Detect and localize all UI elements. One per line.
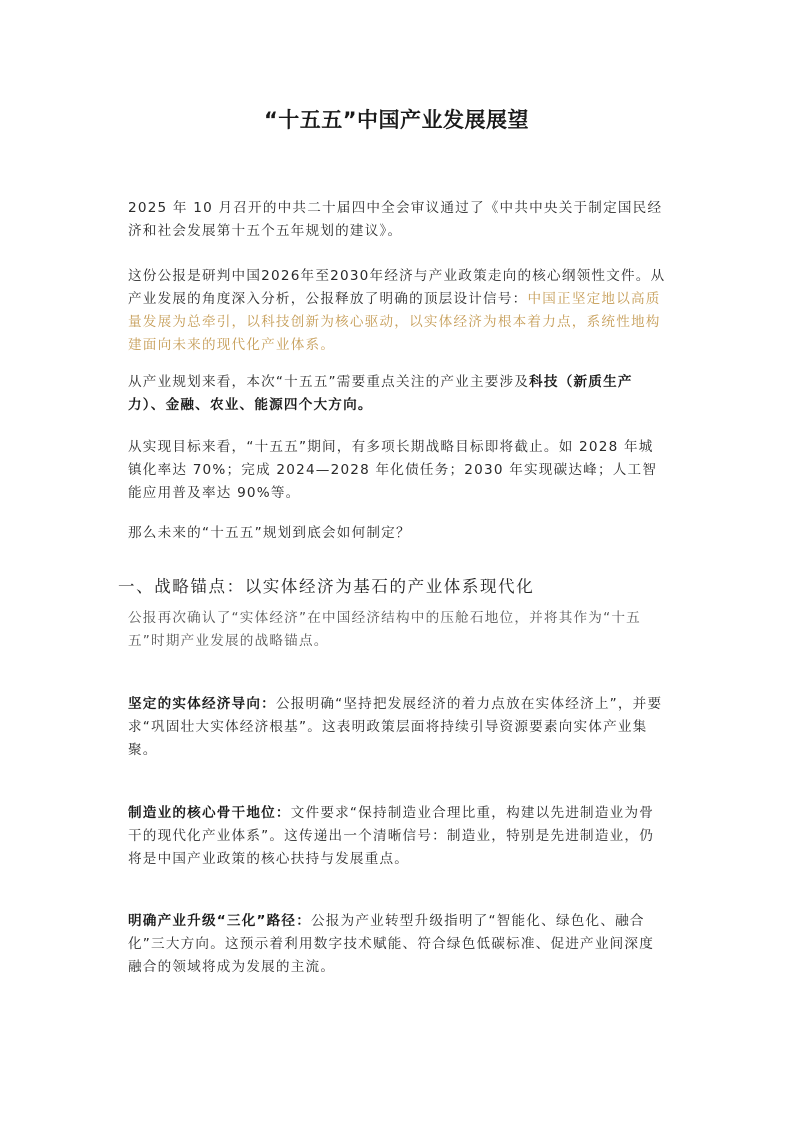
paragraph-targets: 从实现目标来看，“十五五”期间，有多项长期战略目标即将截止。如 2028 年城镇化率达 70%；完成 2024—2028 年化债任务；2030 年实现碳达峰；人工智能应用普及率达 90%等。 <box>128 439 658 501</box>
section-item-2-text: 文件要求“保持制造业合理比重，构建以先进制造业为骨干的现代化产业体系”。这传递出一个清晰信号：制造业，特别是先进制造业，仍将是中国产业政策的核心扶持与发展重点。 <box>128 805 655 867</box>
section-item-1-label: 坚定的实体经济导向： <box>128 696 276 712</box>
section-item-2 <box>128 802 668 871</box>
section-heading: 一、战略锚点：以实体经济为基石的产业体系现代化 <box>118 577 535 596</box>
section-item-1 <box>128 693 668 762</box>
paragraph-bulletin-highlight: 中国正坚定地以高质量发展为总牵引，以科技创新为核心驱动，以实体经济为根本着力点，系统性地构建面向未来的现代化产业体系。 <box>128 291 661 353</box>
section-intro: 公报再次确认了“实体经济”在中国经济结构中的压舱石地位，并将其作为“十五五”时期产业发展的战略锚点。 <box>128 610 641 649</box>
paragraph-bulletin <box>128 265 668 357</box>
paragraph-bulletin-text: 这份公报是研判中国2026年至2030年经济与产业政策走向的核心纲领性文件。从产业发展的角度深入分析，公报释放了明确的顶层设计信号： <box>128 268 666 307</box>
section-item-3-label: 明确产业升级“三化”路径： <box>128 913 311 929</box>
paragraph-intro: 2025 年 10 月召开的中共二十届四中全会审议通过了《中共中央关于制定国民经济和社会发展第十五个五年规划的建议》。 <box>128 200 663 239</box>
paragraph-industry-focus-bold: 科技（新质生产力）、金融、农业、能源四个大方向。 <box>128 374 633 413</box>
section-item-3 <box>128 910 668 979</box>
section-item-3-text: 公报为产业转型升级指明了“智能化、绿色化、融合化”三大方向。这预示着利用数字技术赋能、符合绿色低碳标准、促进产业间深度融合的领域将成为发展的主流。 <box>128 913 655 975</box>
paragraph-question: 那么未来的“十五五”规划到底会如何制定？ <box>128 525 411 541</box>
section-item-1-text: 公报明确“坚持把发展经济的着力点放在实体经济上”，并要求“巩固壮大实体经济根基”。这表明政策层面将持续引导资源要素向实体产业集聚。 <box>128 696 663 758</box>
page-title: “十五五”中国产业发展展望 <box>263 108 530 132</box>
section-item-2-label: 制造业的核心骨干地位： <box>128 805 291 821</box>
paragraph-industry-focus <box>128 371 668 417</box>
paragraph-industry-focus-text: 从产业规划来看，本次“十五五”需要重点关注的产业主要涉及 <box>128 374 530 390</box>
